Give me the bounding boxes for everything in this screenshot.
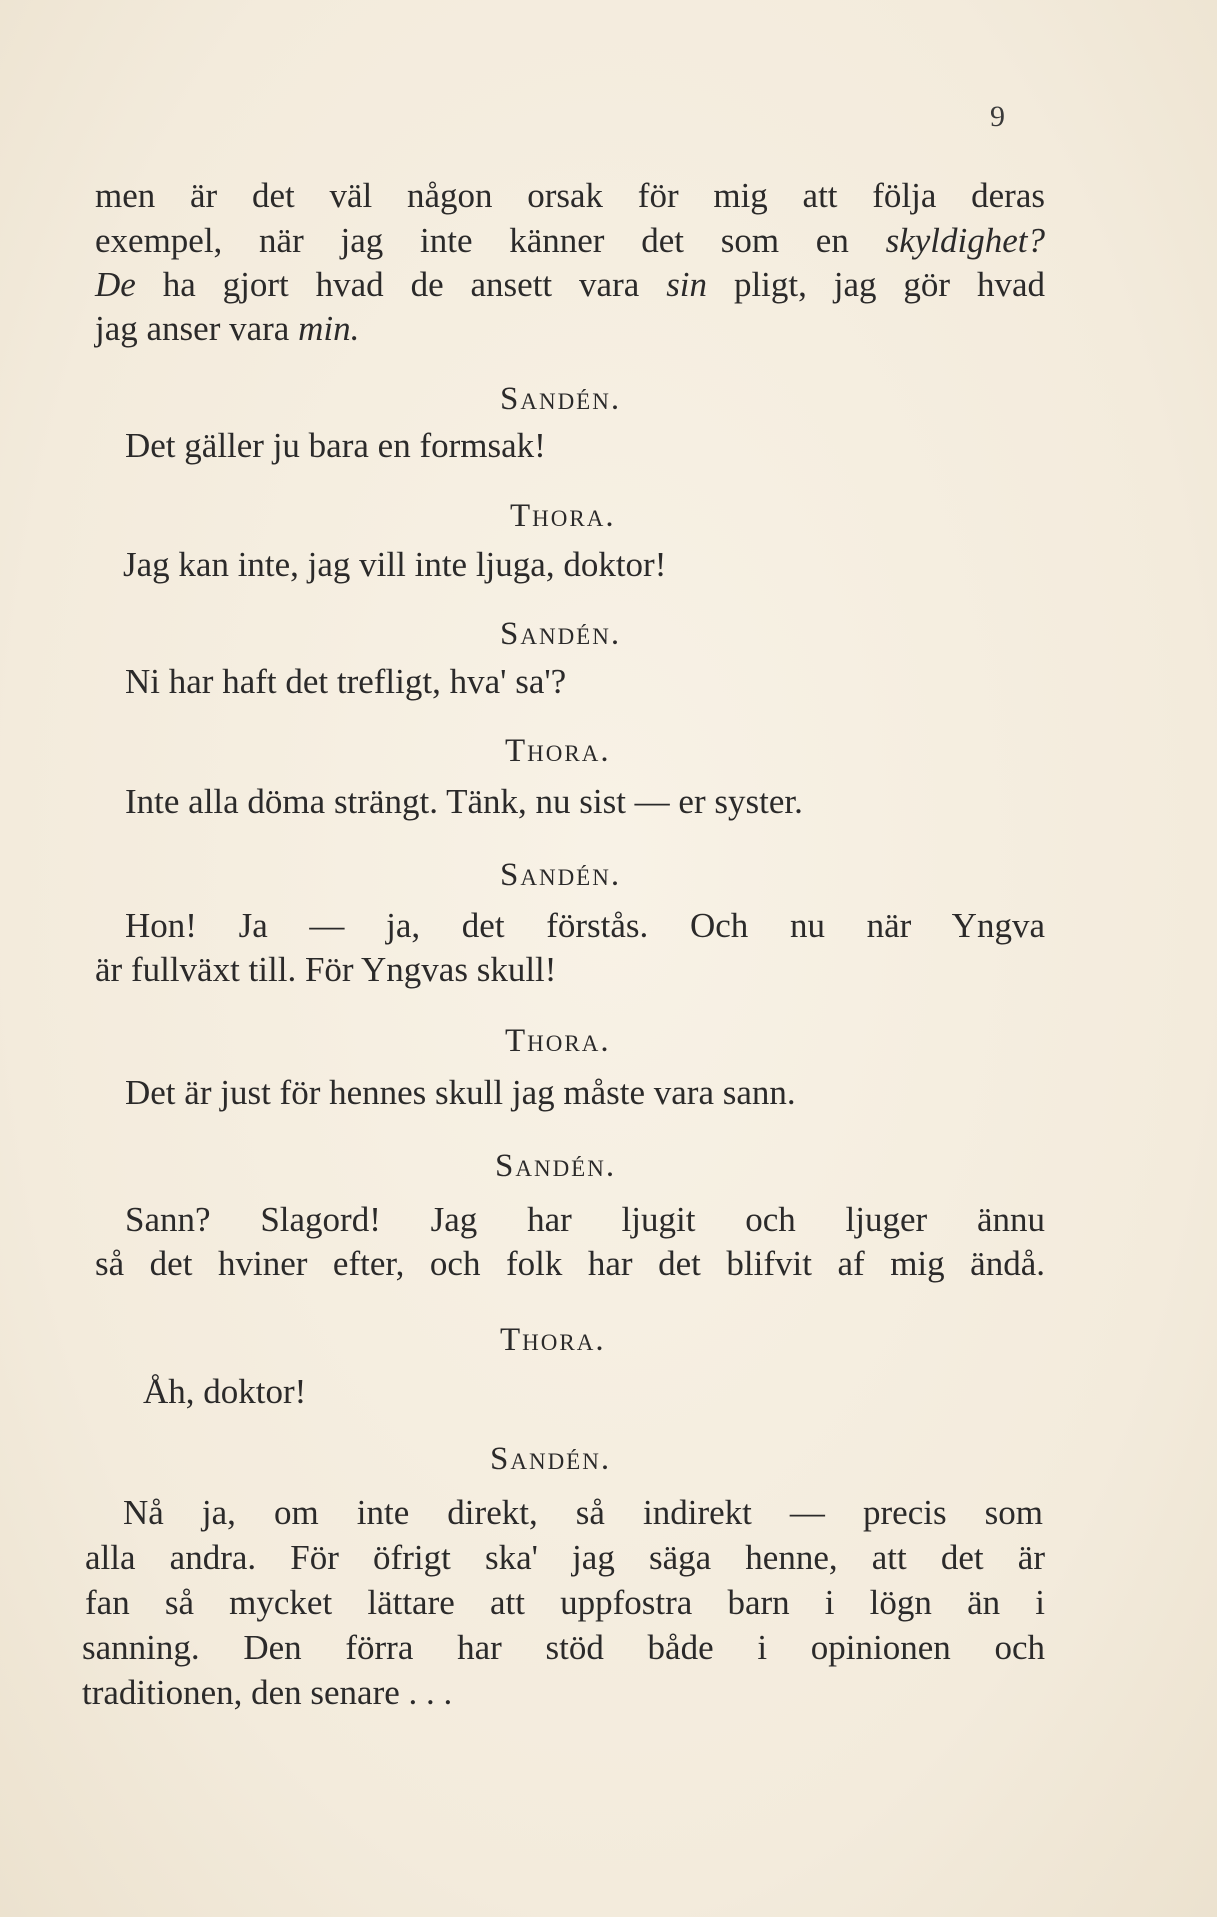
text-line: men är det väl någon orsak för mig att följa deras [95,176,1045,215]
dialogue-line: Det är just för hennes skull jag måste vara sann. [125,1073,796,1112]
emphasis-text: min. [298,309,360,348]
dialogue-line: Inte alla döma strängt. Tänk, nu sist — er syster. [125,782,803,821]
speaker-name: Thora. [510,498,616,534]
dialogue-line: sanning. Den förra har stöd både i opinionen och [82,1628,1045,1667]
text-segment: jag anser vara [95,309,290,348]
speaker-name: Sandén. [495,1148,617,1184]
speaker-name: Sandén. [490,1441,612,1477]
dialogue-line: Jag kan inte, jag vill inte ljuga, doktor! [123,545,667,584]
text-line [95,223,1045,258]
text-line [95,267,1045,302]
dialogue-line: traditionen, den senare . . . [82,1673,453,1712]
dialogue-line: Åh, doktor! [143,1372,307,1411]
speaker-name: Sandén. [500,857,622,893]
dialogue-line: Sann? Slagord! Jag har ljugit och ljuger ännu [125,1200,1045,1239]
emphasis-text: De [95,265,136,304]
emphasis-text: skyldighet? [885,221,1045,260]
dialogue-line: så det hviner efter, och folk har det blifvit af mig ändå. [95,1244,1045,1283]
dialogue-line: Hon! Ja — ja, det förstås. Och nu när Yngva [125,906,1045,945]
text-segment: pligt, jag gör hvad [733,265,1046,304]
dialogue-line: Ni har haft det trefligt, hva' sa'? [125,662,567,701]
emphasis-text: sin [666,265,708,304]
speaker-name: Sandén. [500,381,622,417]
dialogue-line: alla andra. För öfrigt ska' jag säga henne, att det är [85,1538,1045,1577]
dialogue-line: fan så mycket lättare att uppfostra barn i lögn än i [85,1583,1045,1622]
text-segment: ha gjort hvad de ansett vara [162,265,640,304]
speaker-name: Thora. [505,733,611,769]
speaker-name: Thora. [505,1023,611,1059]
text-segment: exempel, när jag inte känner det som en [95,221,849,260]
dialogue-line: är fullväxt till. För Yngvas skull! [95,950,557,989]
speaker-name: Sandén. [500,616,622,652]
speaker-name: Thora. [500,1322,606,1358]
dialogue-line: Det gäller ju bara en formsak! [125,426,546,465]
dialogue-line: Nå ja, om inte direkt, så indirekt — precis som [123,1493,1043,1532]
page-number: 9 [990,100,1005,133]
text-line [95,311,359,346]
